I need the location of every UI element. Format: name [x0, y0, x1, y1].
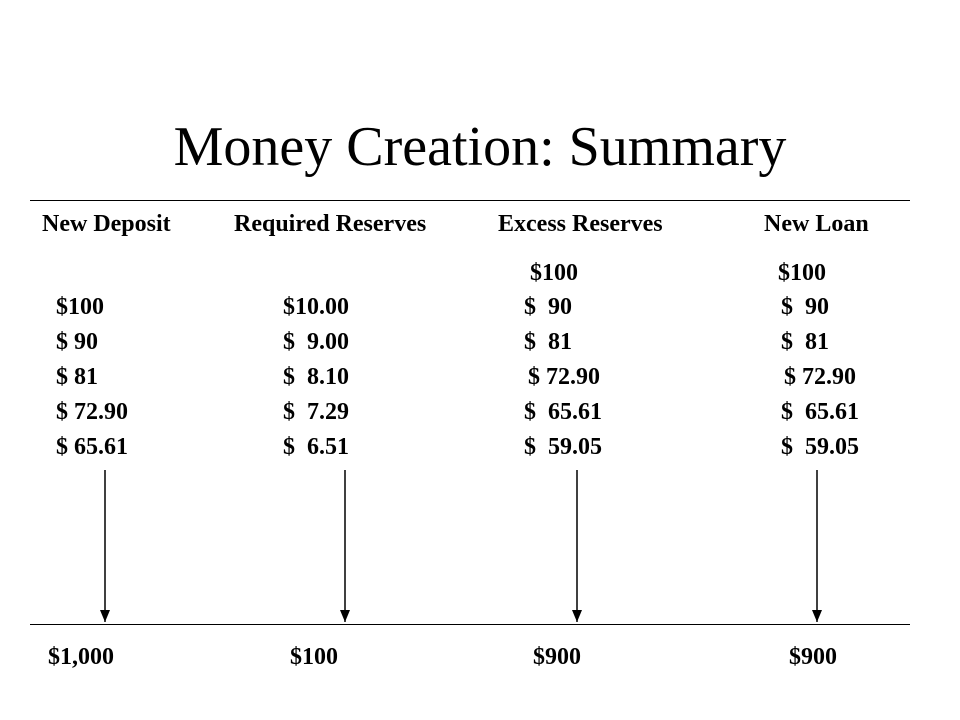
cell-new-deposit: $ 72.90: [56, 399, 128, 425]
total-required-reserves: $100: [290, 644, 338, 670]
header-new-loan: New Loan: [764, 211, 869, 237]
initial-new-loan: $100: [778, 260, 826, 286]
header-required-reserves: Required Reserves: [234, 211, 427, 237]
cell-new-deposit: $ 90: [56, 329, 98, 355]
arrow-head-excess-reserves: [572, 610, 582, 622]
cell-excess-reserves: $ 65.61: [524, 399, 602, 425]
cell-new-loan: $ 59.05: [781, 434, 859, 460]
arrow-head-new-loan: [812, 610, 822, 622]
arrow-head-required-reserves: [340, 610, 350, 622]
cell-new-deposit: $ 65.61: [56, 434, 128, 460]
cell-new-loan: $ 65.61: [781, 399, 859, 425]
total-new-loan: $900: [789, 644, 837, 670]
cell-required-reserves: $ 7.29: [283, 399, 349, 425]
cell-required-reserves: $ 6.51: [283, 434, 349, 460]
slide-title: Money Creation: Summary: [173, 116, 787, 178]
total-excess-reserves: $900: [533, 644, 581, 670]
cell-excess-reserves: $ 81: [524, 329, 572, 355]
bottom-divider: [30, 624, 910, 625]
cell-excess-reserves: $ 59.05: [524, 434, 602, 460]
initial-excess-reserves: $100: [530, 260, 578, 286]
cell-excess-reserves: $ 72.90: [528, 364, 600, 390]
cell-required-reserves: $ 9.00: [283, 329, 349, 355]
cell-new-loan: $ 72.90: [784, 364, 856, 390]
cell-required-reserves: $10.00: [283, 294, 349, 320]
cell-new-deposit: $ 81: [56, 364, 98, 390]
cell-excess-reserves: $ 90: [524, 294, 572, 320]
cell-new-loan: $ 81: [781, 329, 829, 355]
cell-new-loan: $ 90: [781, 294, 829, 320]
header-excess-reserves: Excess Reserves: [498, 211, 663, 237]
header-new-deposit: New Deposit: [42, 211, 171, 237]
arrow-head-new-deposit: [100, 610, 110, 622]
cell-new-deposit: $100: [56, 294, 104, 320]
cell-required-reserves: $ 8.10: [283, 364, 349, 390]
total-new-deposit: $1,000: [48, 644, 114, 670]
